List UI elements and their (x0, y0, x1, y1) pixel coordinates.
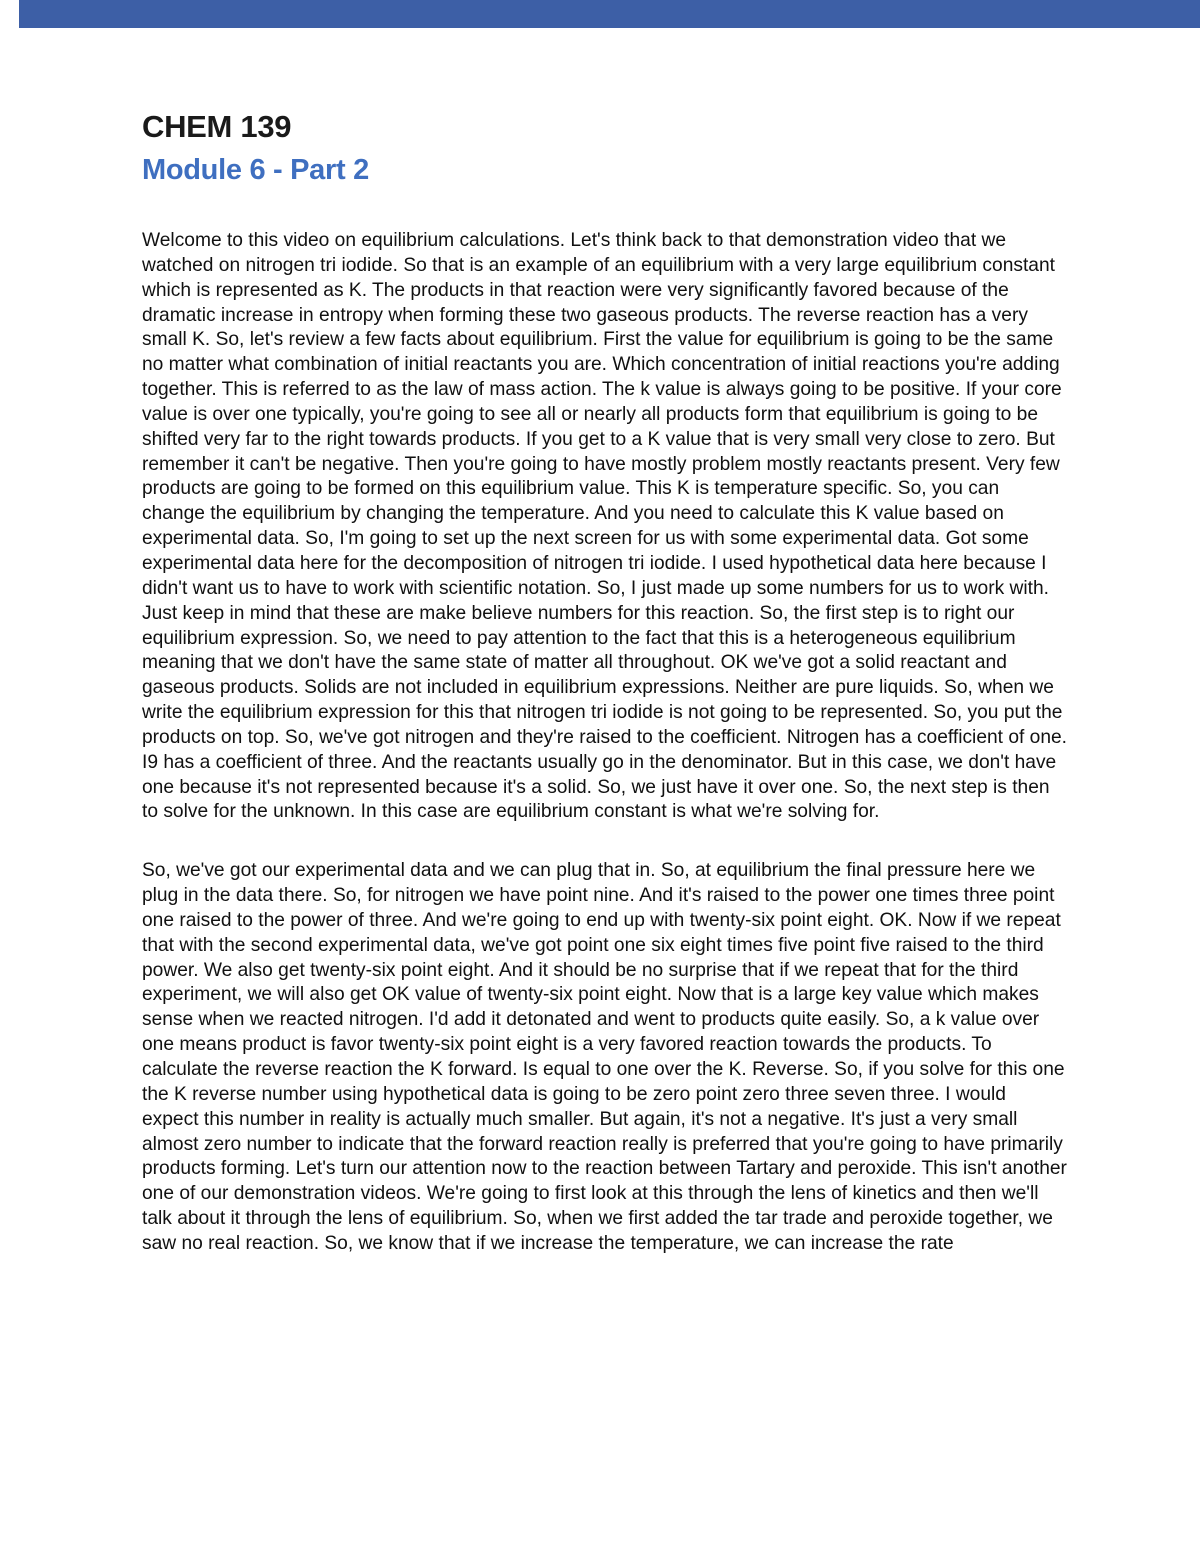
document-body (142, 108, 1067, 1257)
transcript-paragraph: So, we've got our experimental data and we can plug that in. So, at equilibrium the final pressure here we plug in the data there. So, for nitrogen we have point nine. And it's raised to the power one times three point one raised to the power of three. And we're going to end up with twenty-six point eight. OK. Now if we repeat that with the second experimental data, we've got point one six eight times five point five raised to the third power. We also get twenty-six point eight. And it should be no surprise that if we repeat that for the third experiment, we will also get OK value of twenty-six point eight. Now that is a large key value which makes sense when we reacted nitrogen. I'd add it detonated and went to products quite easily. So, a k value over one means product is favor twenty-six point eight is a very favored reaction towards the products. To calculate the reverse reaction the K forward. Is equal to one over the K. Reverse. So, if you solve for this one the K reverse number using hypothetical data is going to be zero point zero three seven three. I would expect this number in reality is actually much smaller. But again, it's not a negative. It's just a very small almost zero number to indicate that the forward reaction really is preferred that you're going to have primarily products forming. Let's turn our attention now to the reaction between Tartary and peroxide. This isn't another one of our demonstration videos. We're going to first look at this through the lens of kinetics and then we'll talk about it through the lens of equilibrium. So, when we first added the tar trade and peroxide together, we saw no real reaction. So, we know that if we increase the temperature, we can increase the rate (142, 860, 1067, 1254)
module-subtitle: Module 6 - Part 2 (142, 154, 369, 186)
header-bar (19, 0, 1200, 28)
transcript-paragraph: Welcome to this video on equilibrium calculations. Let's think back to that demonstration video that we watched on nitrogen tri iodide. So that is an example of an equilibrium with a very large equilibrium constant which is represented as K. The products in that reaction were very significantly favored because of the dramatic increase in entropy when forming these two gaseous products. The reverse reaction has a very small K. So, let's review a few facts about equilibrium. First the value for equilibrium is going to be the same no matter what combination of initial reactants you are. Which concentration of initial reactions you're adding together. This is referred to as the law of mass action. The k value is always going to be positive. If your core value is over one typically, you're going to see all or nearly all products form that equilibrium is going to be shifted very far to the right towards products. If you get to a K value that is very small very close to zero. But remember it can't be negative. Then you're going to have mostly problem mostly reactants present. Very few products are going to be formed on this equilibrium value. This K is temperature specific. So, you can change the equilibrium by changing the temperature. And you need to calculate this K value based on experimental data. So, I'm going to set up the next screen for us with some experimental data. Got some experimental data here for the decomposition of nitrogen tri iodide. I used hypothetical data here because I didn't want us to have to work with scientific notation. So, I just made up some numbers for us to work with. Just keep in mind that these are make believe numbers for this reaction. So, the first step is to right our equilibrium expression. So, we need to pay attention to the fact that this is a heterogeneous equilibrium meaning that we don't have the same state of matter all throughout. OK we've got a solid reactant and gaseous products. Solids are not included in equilibrium expressions. Neither are pure liquids. So, when we write the equilibrium expression for this that nitrogen tri iodide is not going to be represented. So, you put the products on top. So, we've got nitrogen and they're raised to the coefficient. Nitrogen has a coefficient of one. I9 has a coefficient of three. And the reactants usually go in the denominator. But in this case, we don't have one because it's not represented because it's a solid. So, we just have it over one. So, the next step is then to solve for the unknown. In this case are equilibrium constant is what we're solving for. (142, 230, 1068, 823)
course-title: CHEM 139 (142, 109, 292, 144)
